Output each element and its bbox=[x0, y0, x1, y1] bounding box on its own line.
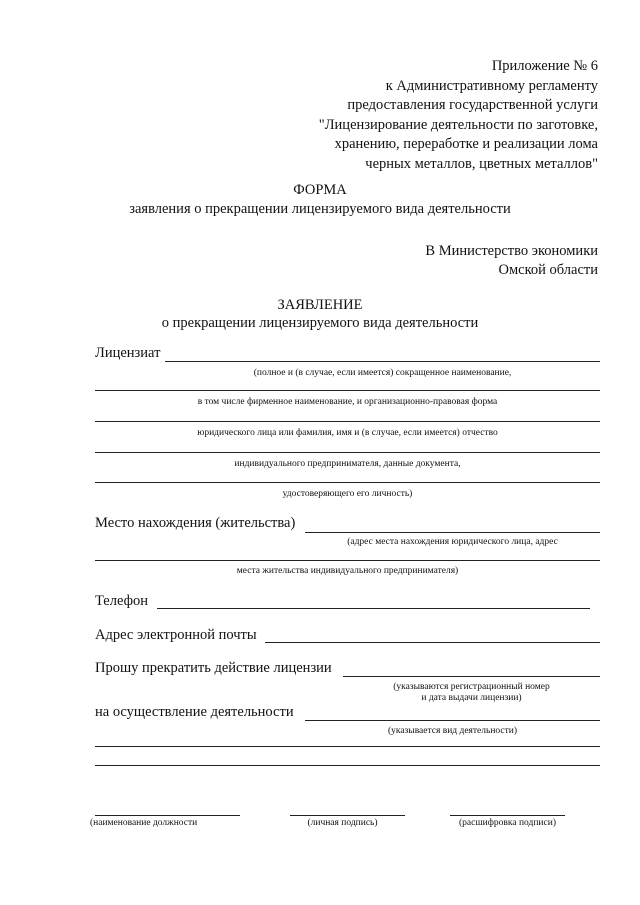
activity-field-line[interactable] bbox=[95, 765, 600, 766]
location-caption: (адрес места нахождения юридического лица, адрес bbox=[347, 537, 558, 547]
activity-label: на осуществление деятельности bbox=[95, 704, 294, 720]
phone-label: Телефон bbox=[95, 593, 148, 609]
activity-caption: (указывается вид деятельности) bbox=[387, 726, 518, 736]
licensee-caption: юридического лица или фамилия, имя и (в случае, если имеется) отчество bbox=[197, 428, 498, 438]
location-caption: места жительства индивидуального предпринимателя) bbox=[236, 566, 459, 576]
addressee-line: Омской области bbox=[498, 262, 598, 278]
appendix-block bbox=[319, 57, 598, 175]
addressee-line: В Министерство экономики bbox=[425, 243, 598, 259]
licensee-caption: удостоверяющего его личность) bbox=[282, 489, 413, 499]
licensee-caption: (полное и (в случае, если имеется) сокращенное наименование, bbox=[253, 368, 512, 378]
form-subtitle: заявления о прекращении лицензируемого вида деятельности bbox=[129, 201, 511, 217]
signature-caption: (личная подпись) bbox=[307, 818, 378, 828]
statement-subtitle: о прекращении лицензируемого вида деятельности bbox=[161, 315, 479, 331]
signature-decryption-caption: (расшифровка подписи) bbox=[459, 818, 556, 828]
activity-field-line[interactable] bbox=[95, 746, 600, 747]
appendix-line: хранению, переработке и реализации лома bbox=[334, 136, 598, 153]
location-field-line[interactable] bbox=[95, 560, 600, 561]
statement-title: ЗАЯВЛЕНИЕ bbox=[277, 297, 363, 313]
signature-position-caption: (наименование должности bbox=[90, 818, 198, 828]
request-field-line[interactable] bbox=[343, 676, 600, 677]
appendix-line: черных металлов, цветных металлов" bbox=[365, 155, 598, 172]
email-label: Адрес электронной почты bbox=[95, 627, 257, 643]
addressee bbox=[425, 242, 598, 280]
email-field-line[interactable] bbox=[265, 642, 600, 643]
form-title: ФОРМА bbox=[293, 182, 347, 198]
location-field-line[interactable] bbox=[305, 532, 600, 533]
licensee-field-line[interactable] bbox=[165, 361, 600, 362]
licensee-field-line[interactable] bbox=[95, 390, 600, 391]
appendix-line: предоставления государственной услуги bbox=[347, 97, 598, 114]
activity-field-line[interactable] bbox=[305, 720, 600, 721]
phone-field-line[interactable] bbox=[157, 608, 590, 609]
location-label: Место нахождения (жительства) bbox=[95, 515, 296, 531]
appendix-line: к Административному регламенту bbox=[385, 77, 598, 94]
licensee-caption: индивидуального предпринимателя, данные документа, bbox=[234, 459, 461, 469]
licensee-field-line[interactable] bbox=[95, 482, 600, 483]
appendix-line: Приложение № 6 bbox=[491, 58, 598, 74]
licensee-caption: в том числе фирменное наименование, и организационно-правовая форма bbox=[197, 397, 498, 407]
licensee-label: Лицензиат bbox=[95, 345, 161, 361]
signature-position-line[interactable] bbox=[95, 815, 240, 816]
licensee-field-line[interactable] bbox=[95, 452, 600, 453]
request-label: Прошу прекратить действие лицензии bbox=[95, 660, 332, 676]
request-caption: (указываются регистрационный номер bbox=[393, 682, 550, 692]
licensee-field-line[interactable] bbox=[95, 421, 600, 422]
signature-line[interactable] bbox=[290, 815, 405, 816]
signature-decryption-line[interactable] bbox=[450, 815, 565, 816]
appendix-line: "Лицензирование деятельности по заготовке, bbox=[318, 116, 598, 133]
request-caption: и дата выдачи лицензии) bbox=[421, 693, 522, 703]
